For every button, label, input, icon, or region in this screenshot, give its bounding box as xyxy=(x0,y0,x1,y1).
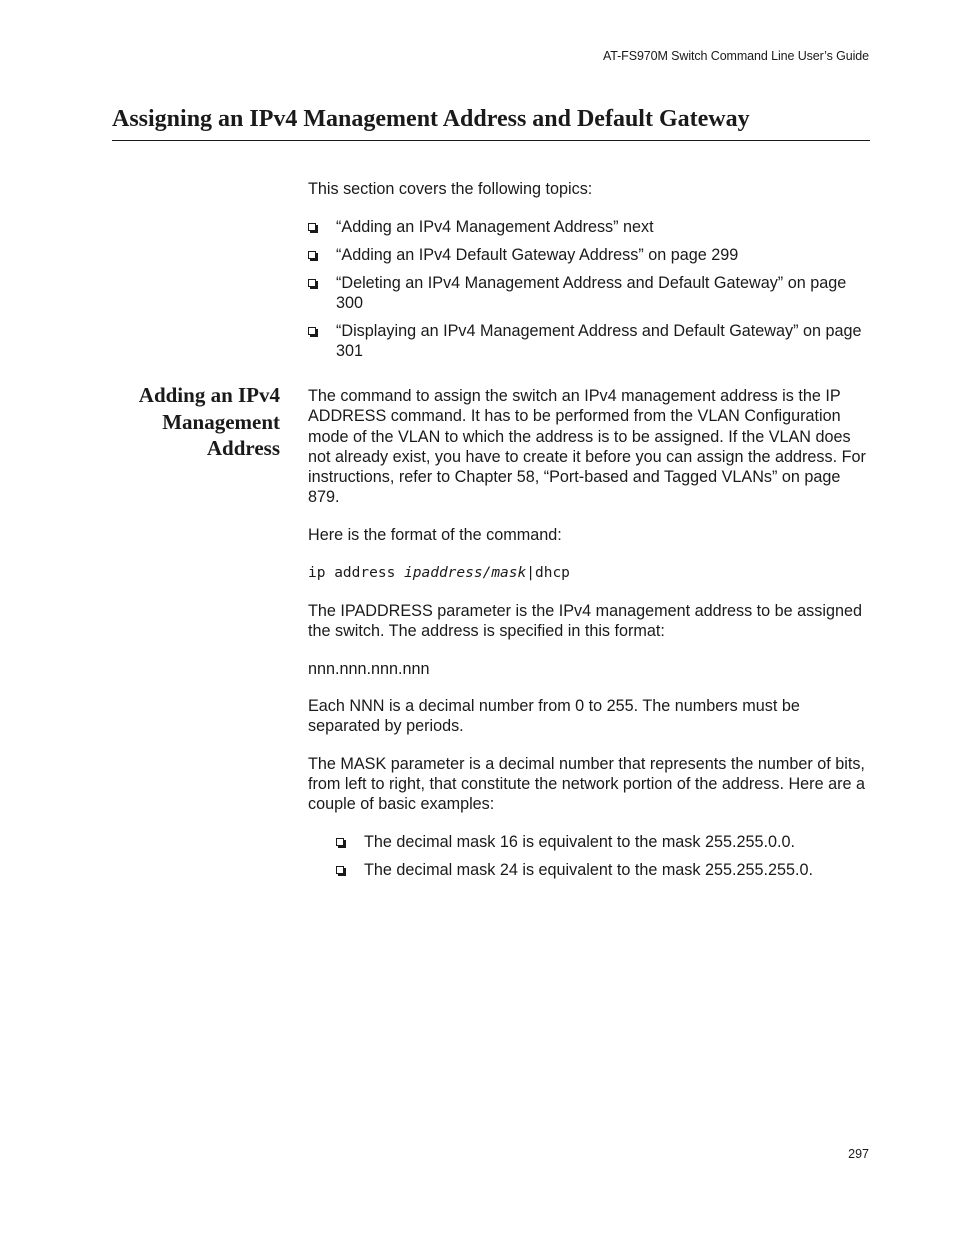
checkbox-bullet-icon xyxy=(308,327,316,335)
topic-item: “Adding an IPv4 Default Gateway Address” on page 299 xyxy=(308,245,873,265)
running-header: AT-FS970M Switch Command Line User’s Guide xyxy=(602,49,869,63)
topic-item: “Deleting an IPv4 Management Address and Default Gateway” on page 300 xyxy=(308,273,873,314)
intro-block xyxy=(308,179,873,362)
address-format: nnn.nnn.nnn.nnn xyxy=(308,659,430,678)
topic-item: “Displaying an IPv4 Management Address and Default Gateway” on page 301 xyxy=(308,321,873,362)
intro-text: This section covers the following topics: xyxy=(308,180,593,198)
subsection-heading: Adding an IPv4 Management Address xyxy=(138,383,280,460)
paragraph-nnn: Each NNN is a decimal number from 0 to 255. The numbers must be separated by periods. xyxy=(308,696,800,736)
command-syntax: ip address ipaddress/mask|dhcp xyxy=(308,565,570,582)
topic-item: “Adding an IPv4 Management Address” next xyxy=(308,217,873,237)
checkbox-bullet-icon xyxy=(308,223,316,231)
paragraph-format-intro: Here is the format of the command: xyxy=(308,526,562,545)
subsection-body xyxy=(308,386,873,880)
title-rule xyxy=(112,140,870,141)
example-item: The decimal mask 24 is equivalent to the mask 255.255.255.0. xyxy=(336,860,873,880)
checkbox-bullet-icon xyxy=(308,251,316,259)
example-item: The decimal mask 16 is equivalent to the mask 255.255.0.0. xyxy=(336,832,873,852)
checkbox-bullet-icon xyxy=(336,838,344,846)
page-number: 297 xyxy=(848,1147,869,1161)
paragraph-mask: The MASK parameter is a decimal number that represents the number of bits, from left to right, that constitute the network portion of the address. Here are a couple of basic examples: xyxy=(308,754,865,814)
checkbox-bullet-icon xyxy=(336,866,344,874)
example-list xyxy=(336,832,873,880)
section-title: Assigning an IPv4 Management Address and Default Gateway xyxy=(112,106,750,132)
paragraph-ipaddress: The IPADDRESS parameter is the IPv4 management address to be assigned the switch. The address is specified in this format: xyxy=(308,601,862,640)
paragraph-command-intro: The command to assign the switch an IPv4 management address is the IP ADDRESS command. It has to be performed from the VLAN Configuration mode of the VLAN to which the address is to be assigned. If the VLAN does not already exist, you have to create it before you can assign the address. For instructions, refer to Chapter 58, “Port-based and Tagged VLANs” on page 879. xyxy=(308,387,866,507)
topic-list xyxy=(308,217,873,362)
checkbox-bullet-icon xyxy=(308,279,316,287)
